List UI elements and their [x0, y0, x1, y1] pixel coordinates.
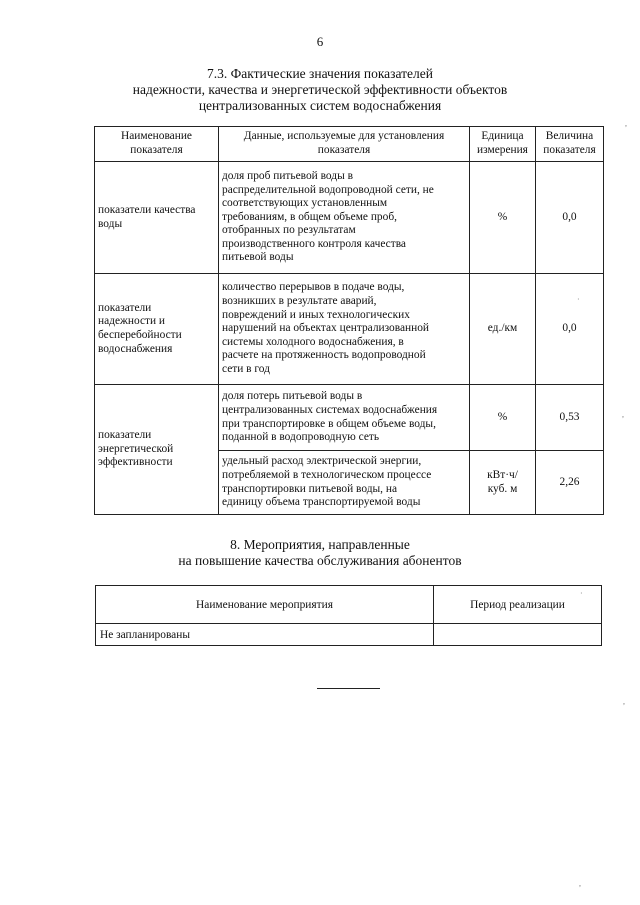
indicator-data: удельный расход электрической энергии, потребляемой в технологическом процессе транспортировки питьевой воды, на единицу объема транспортируемой воды — [219, 451, 470, 515]
section-7-3-title-line-2: надежности, качества и энергетической эффективности объектов — [132, 82, 508, 97]
measure-period — [434, 624, 602, 646]
scan-speck: , — [623, 697, 625, 706]
scan-speck: , — [579, 879, 581, 888]
table-row — [95, 274, 604, 385]
section-7-3-title-line-1: 7.3. Фактические значения показателей — [206, 66, 433, 81]
measures-table — [95, 585, 602, 646]
indicator-data: количество перерывов в подаче воды, возникших в результате аварий, повреждений и иных технологических нарушений на объектах централизованной системы холодного водоснабжения, в расчете на протяженность водопроводной сети в год — [219, 274, 470, 385]
indicator-value: 0,0 — [536, 274, 604, 385]
indicators-table — [94, 126, 604, 515]
table-row — [96, 624, 602, 646]
section-7-3-title-line-3: централизованных систем водоснабжения — [198, 98, 442, 113]
header-value: Величина показателя — [536, 127, 604, 162]
table-row — [95, 162, 604, 274]
indicator-value: 0,53 — [536, 385, 604, 451]
header-measure-name: Наименование мероприятия — [96, 586, 434, 624]
indicator-unit: % — [470, 385, 536, 451]
indicator-value: 0,0 — [536, 162, 604, 274]
indicators-header-row — [95, 127, 604, 162]
scan-speck: · — [577, 295, 580, 304]
section-7-3-title — [0, 66, 640, 114]
section-8-title-line-1: 8. Мероприятия, направленные — [230, 537, 410, 552]
indicator-name-energy-efficiency: показатели энергетической эффективности — [95, 385, 219, 515]
header-measure-period: Период реализации — [434, 586, 602, 624]
section-8-title — [0, 537, 640, 569]
indicator-name-reliability: показатели надежности и бесперебойности водоснабжения — [95, 274, 219, 385]
header-unit: Единица измерения — [470, 127, 536, 162]
page-number: 6 — [316, 34, 324, 49]
indicator-data: доля потерь питьевой воды в централизованных системах водоснабжения при транспортировке в общем объеме воды, поданной в водопроводную сеть — [219, 385, 470, 451]
table-row — [95, 385, 604, 451]
header-indicator-name: Наименование показателя — [95, 127, 219, 162]
section-8-title-line-2: на повышение качества обслуживания абонентов — [178, 553, 462, 568]
indicator-unit: % — [470, 162, 536, 274]
scan-speck: · — [580, 589, 583, 598]
header-indicator-data: Данные, используемые для установления показателя — [219, 127, 470, 162]
indicator-unit: кВт·ч/ куб. м — [470, 451, 536, 515]
end-divider — [317, 688, 380, 689]
indicator-data: доля проб питьевой воды в распределительной водопроводной сети, не соответствующих установленным требованиям, в общем объеме проб, отобранных по результатам производственного контроля качества питьевой воды — [219, 162, 470, 274]
measures-header-row — [96, 586, 602, 624]
measure-name: Не запланированы — [96, 624, 434, 646]
scan-speck: , — [625, 119, 627, 128]
indicator-value: 2,26 — [536, 451, 604, 515]
scan-speck: , — [622, 410, 624, 419]
indicator-unit: ед./км — [470, 274, 536, 385]
indicator-name-water-quality: показатели качества воды — [95, 162, 219, 274]
